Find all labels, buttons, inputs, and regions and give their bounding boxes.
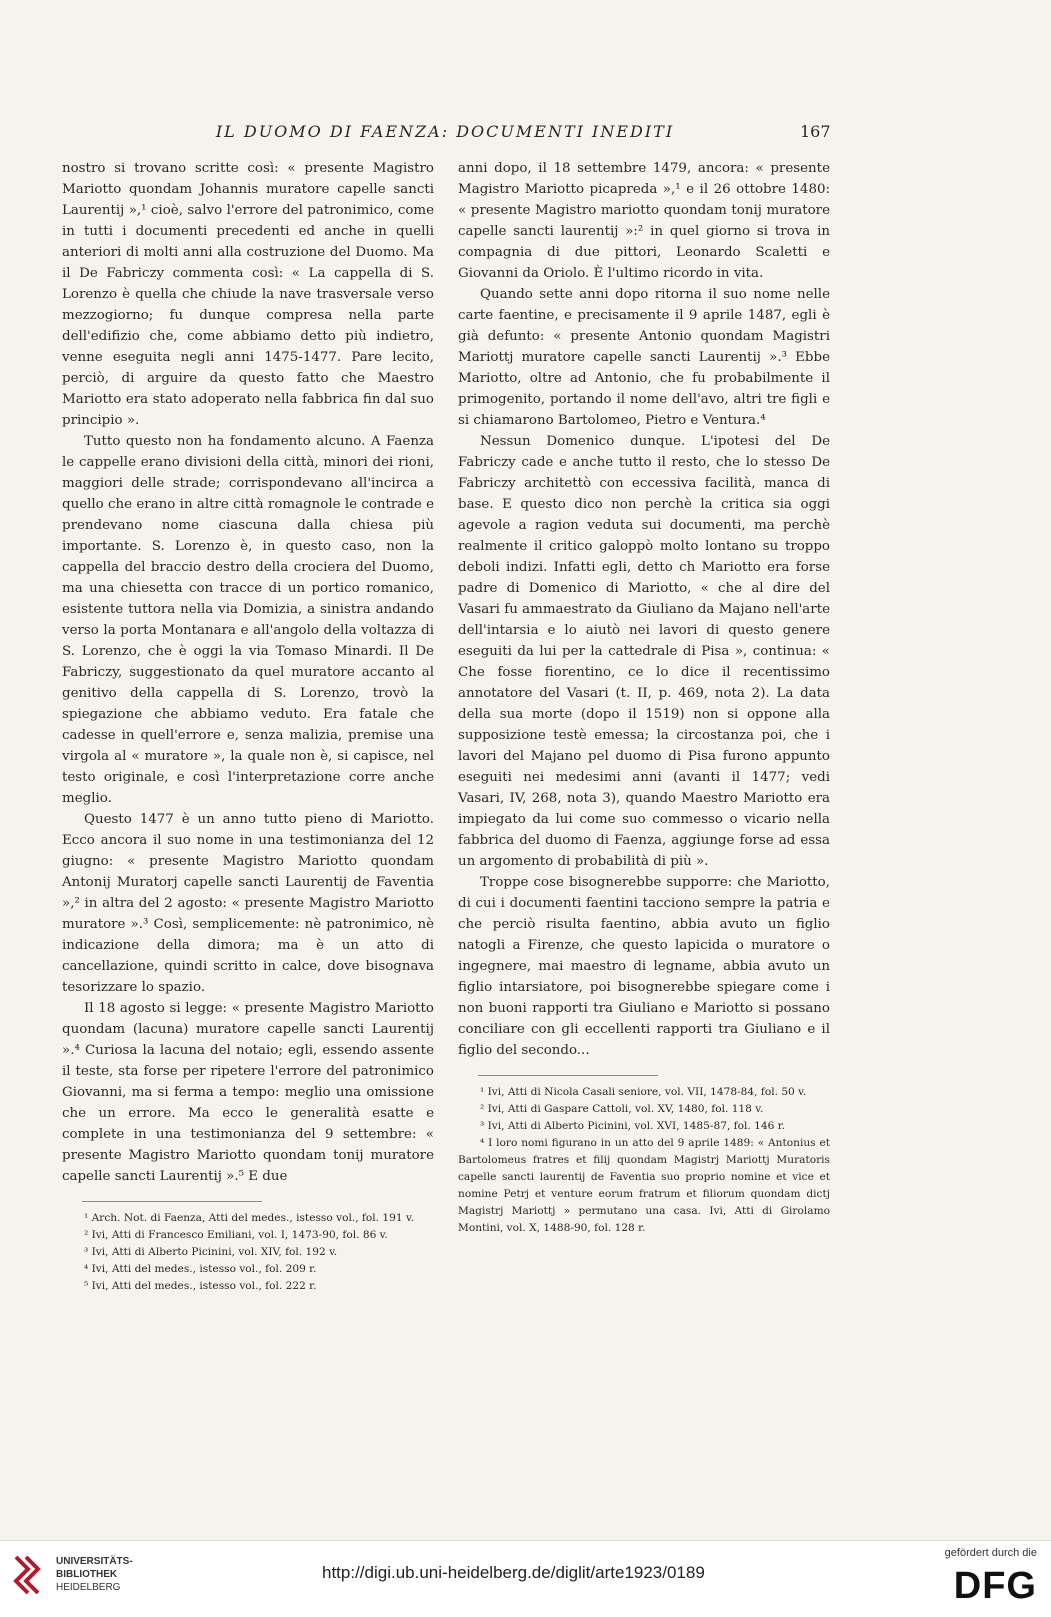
right-column	[458, 158, 830, 1237]
paragraph: nostro si trovano scritte così: « presente Magistro Mariotto quondam Johannis muratore capelle sancti Laurentij »,¹ cioè, salvo l'errore del patronimico, come in tutti i documenti precedenti ed anche in quelli anteriori di molti anni alla costruzione del Duomo. Ma il De Fabriczy commenta così: « La cappella di S. Lorenzo è quella che chiude la nave trasversale verso mezzogiorno; fu dunque compresa nella parte dell'edifizio che, come abbiamo detto più indietro, venne eseguita negli anni 1475-1477. Pare lecito, perciò, di arguire da questo fatto che Maestro Mariotto era stato adoperato nella fabbrica fin dal suo principio ».	[62, 161, 434, 428]
footnote: ² Ivi, Atti di Francesco Emiliani, vol. I, 1473-90, fol. 86 v.	[84, 1229, 388, 1241]
left-column	[62, 158, 434, 1295]
paragraph: anni dopo, il 18 settembre 1479, ancora: « presente Magistro Mariotto picapreda »,¹ e il 26 ottobre 1480: « presente Magistro mariotto quondam tonij muratore capelle sancti laurentij »:² in quel giorno si trova in compagnia di due pittori, Leonardo Scaletti e Giovanni da Oriolo. È l'ultimo ricordo in vita.	[458, 161, 830, 281]
funder-text: gefördert durch die	[944, 1547, 1037, 1559]
paragraph: Quando sette anni dopo ritorna il suo nome nelle carte faentine, e precisamente il 9 aprile 1487, egli è già defunto: « presente Antonio quondam Magistri Mariottj muratore capelle sancti Laurentij ».³ Ebbe Mariotto, oltre ad Antonio, che fu probabilmente il primogenito, portando il nome dell'avo, altri tre figli e si chiamarono Bartolomeo, Pietro e Ventura.⁴	[458, 287, 830, 428]
paragraph: Troppe cose bisognerebbe supporre: che Mariotto, di cui i documenti faentini tacciono sempre la patria e che perciò risulta faentino, abbia avuto un figlio natogli a Firenze, che questo lapicida o muratore o ingegnere, mai maestro di legname, abbia avuto un figlio intarsiatore, poi bisognerebbe spiegare come i non buoni rapporti tra Giuliano e Mariotto si possano conciliare con gli eccellenti rapporti tra Giuliano e il figlio del secondo...	[458, 875, 830, 1058]
footnote: ⁴ I loro nomi figurano in un atto del 9 aprile 1489: « Antonius et Bartolomeus fratres et filij quondam Magistrj Mariottj Muratoris capelle sancti laurentij de Faventia suo proprio nomine et vice et nomine Petrj et venture eorum fratrum et filiorum quondam dictj Magistrj Mariottj » permutano una casa. Ivi, Atti di Girolamo Montini, vol. X, 1488-90, fol. 128 r.	[458, 1137, 830, 1234]
university-library-logo-icon	[12, 1553, 48, 1601]
dfg-logo: DFG	[953, 1565, 1037, 1607]
paragraph: Tutto questo non ha fondamento alcuno. A Faenza le cappelle erano divisioni della città, minori dei rioni, maggiori delle strade; corrispondevano all'incirca a quello che erano in altre città romagnole le contrade e prendevano nome ciascuna dalla chiesa più importante. S. Lorenzo è, in questo caso, non la cappella del braccio destro della crociera del Duomo, ma una chiesetta con tracce di un portico romanico, esistente tuttora nella via Domizia, a sinistra andando verso la porta Montanara e all'angolo della voltazza di S. Lorenzo, che è oggi la via Tomaso Minardi. Il De Fabriczy, suggestionato da quel muratore accanto al genitivo della cappella di S. Lorenzo, trovò la spiegazione che abbiamo veduto. Era fatale che cadesse in quell'errore e, senza malizia, premise una virgola al « muratore », la quale non è, si capisce, nel testo originale, e così l'interpretazione corre anche meglio.	[62, 434, 434, 806]
paragraph: Nessun Domenico dunque. L'ipotesi del De Fabriczy cade e anche tutto il resto, che lo stesso De Fabriczy architettò con eccessiva facilità, manca di base. E questo dico non perchè la critica sia oggi agevole a ragion veduta sui documenti, ma perchè realmente il critico galoppò molto lontano su troppo deboli indizi. Infatti egli, detto ch Mariotto era forse padre di Domenico di Mariotto, « che al dire del Vasari fu ammaestrato da Giuliano da Majano nell'arte dell'intarsia e lo aiutò nei lavori di questo genere eseguiti da lui per la cattedrale di Pisa », continua: « Che fosse fiorentino, ce lo dice il recentissimo annotatore del Vasari (t. II, p. 469, nota 2). La data della sua morte (dopo il 1519) non si oppone alla supposizione testè emessa; la circostanza poi, che i lavori del Majano pel duomo di Pisa furono appunto eseguiti nei medesimi anni (avanti il 1477; vedi Vasari, IV, 268, nota 3), quando Maestro Mariotto era impiegato da lui come suo commesso o vicario nella fabbrica del duomo di Faenza, aggiunge forse ad essa un argomento di probabilità di più ».	[458, 434, 830, 869]
footnote: ³ Ivi, Atti di Alberto Picinini, vol. XVI, 1485-87, fol. 146 r.	[480, 1120, 785, 1132]
footnote: ⁴ Ivi, Atti del medes., istesso vol., fol. 209 r.	[84, 1263, 317, 1275]
page-number: 167	[800, 122, 831, 141]
viewer-footer	[0, 1540, 1051, 1617]
footnote: ⁵ Ivi, Atti del medes., istesso vol., fol. 222 r.	[84, 1280, 317, 1292]
paragraph: Questo 1477 è un anno tutto pieno di Mariotto. Ecco ancora il suo nome in una testimonianza del 12 giugno: « presente Magistro Mariotto quondam Antonij Muratorj capelle sancti Laurentij de Faventia »,² in altra del 2 agosto: « presente Magistro Mariotto muratore ».³ Così, semplicemente: nè patronimico, nè indicazione della dimora; ma è un atto di cancellazione, quindi scritto in calce, dove bisognava tesorizzare lo spazio.	[62, 812, 434, 995]
paragraph: Il 18 agosto si legge: « presente Magistro Mariotto quondam (lacuna) muratore capelle sancti Laurentij ».⁴ Curiosa la lacuna del notaio; egli, essendo assente il teste, sta forse per ripetere l'errore del patronimico Giovanni, ma si ferma a tempo: meglio una omissione che un errore. Ma ecco le generalità esatte e complete in una testimonianza del 9 settembre: « presente Magistro Mariotto quondam tonij muratore capelle sancti Laurentij ».⁵ E due	[62, 1001, 434, 1184]
permalink-url[interactable]: http://digi.ub.uni-heidelberg.de/diglit/arte1923/0189	[322, 1563, 705, 1582]
footnote: ¹ Ivi, Atti di Nicola Casali seniore, vol. VII, 1478-84, fol. 50 v.	[480, 1086, 807, 1098]
footnote: ³ Ivi, Atti di Alberto Picinini, vol. XIV, fol. 192 v.	[84, 1246, 338, 1258]
footnote-divider	[82, 1201, 262, 1202]
library-name: UNIVERSITÄTS- BIBLIOTHEK HEIDELBERG	[56, 1556, 133, 1593]
footnote-divider	[478, 1075, 658, 1076]
footnote: ¹ Arch. Not. di Faenza, Atti del medes., istesso vol., fol. 191 v.	[84, 1212, 415, 1224]
footnote: ² Ivi, Atti di Gaspare Cattoli, vol. XV, 1480, fol. 118 v.	[480, 1103, 764, 1115]
running-header: IL DUOMO DI FAENZA: DOCUMENTI INEDITI	[215, 122, 675, 141]
